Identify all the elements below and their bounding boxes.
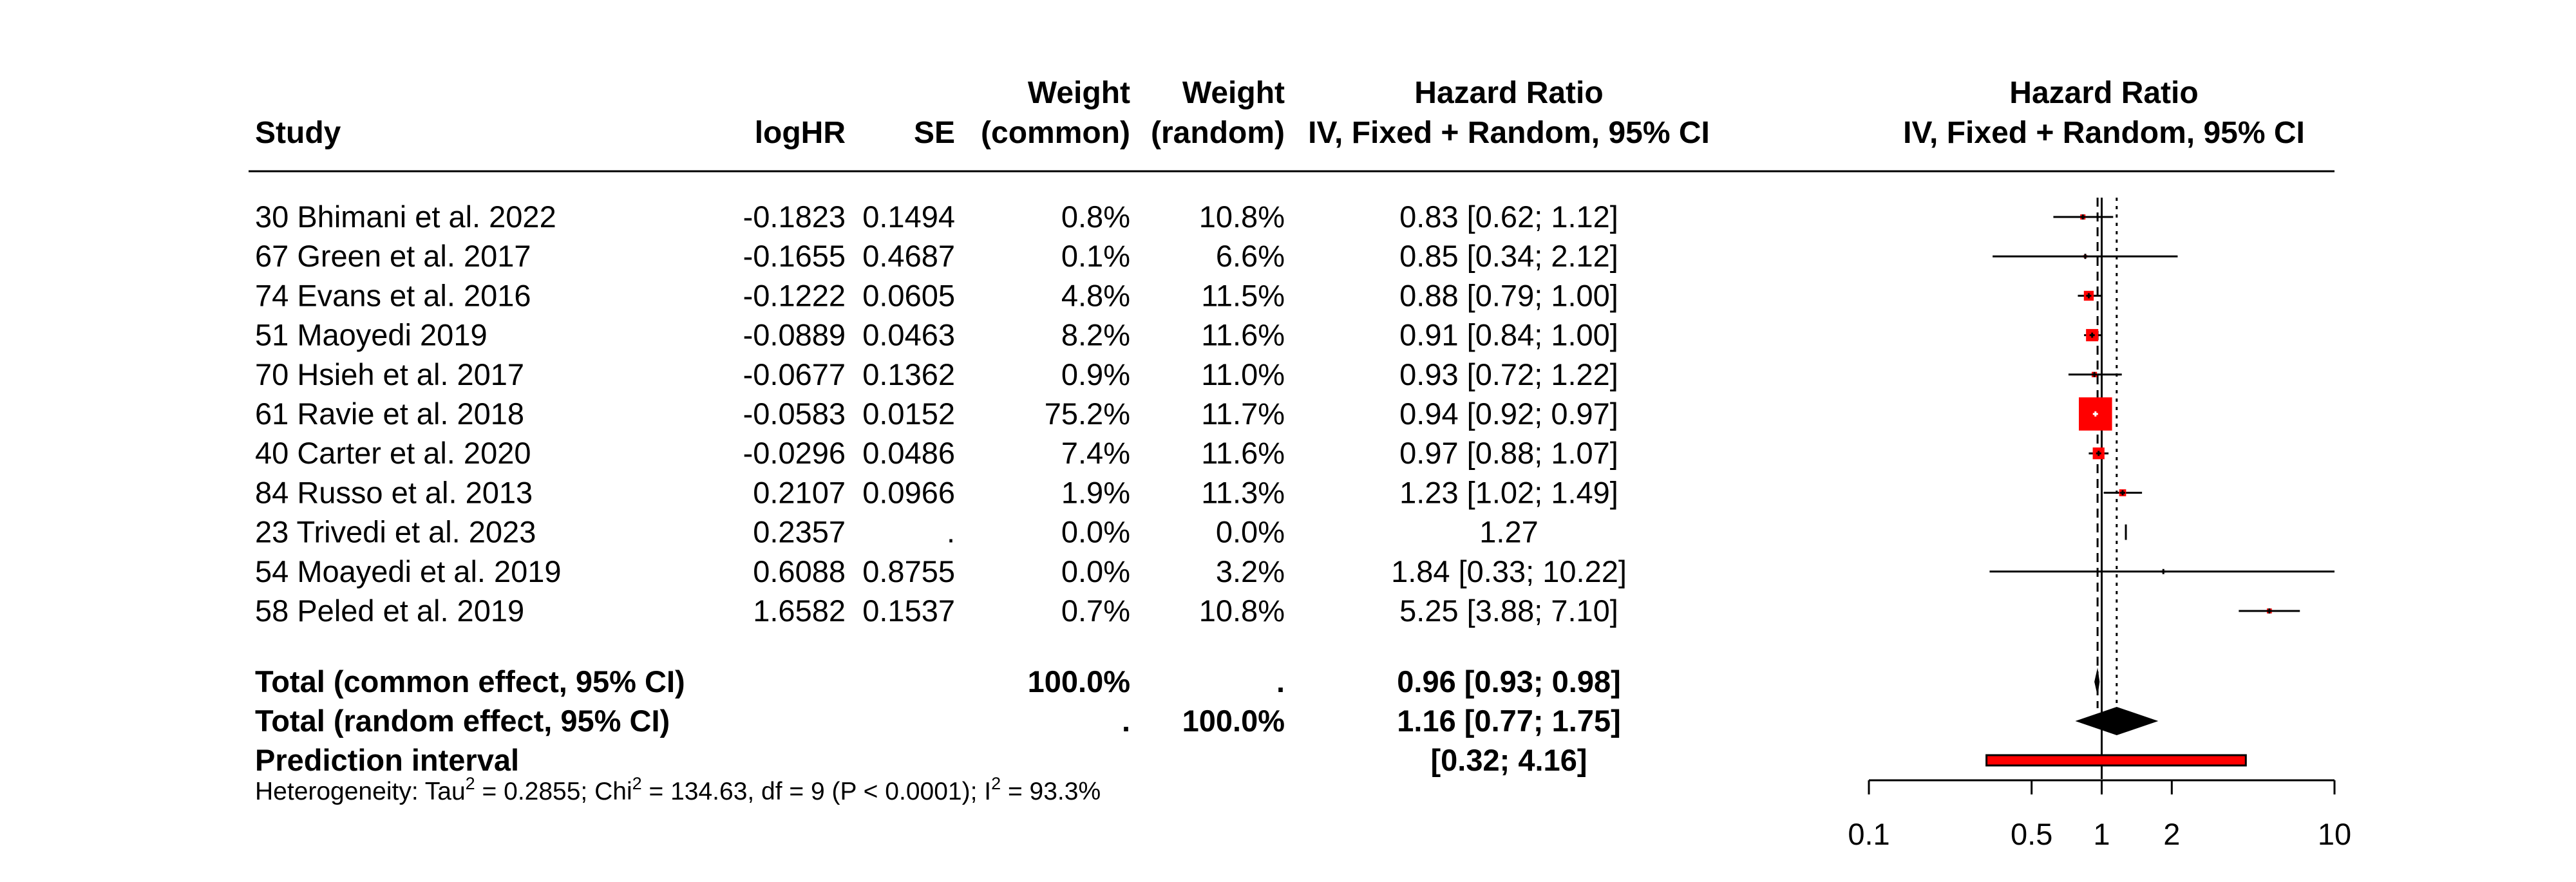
- loghr-value: -0.0889: [743, 317, 846, 352]
- weight-common-value: 0.9%: [1061, 357, 1130, 391]
- study-label: 40 Carter et al. 2020: [255, 436, 531, 471]
- se-value: 0.1362: [862, 357, 955, 391]
- weight-common-value: 0.1%: [1061, 239, 1130, 274]
- hazard-ratio-ci-text: 0.97 [0.88; 1.07]: [1399, 436, 1618, 471]
- het-tau2: = 0.2855; Chi: [475, 778, 632, 805]
- header-weight-random-top: Weight: [1182, 76, 1285, 110]
- total-weight-random: 100.0%: [1182, 704, 1285, 738]
- weight-random-value: 10.8%: [1198, 200, 1285, 234]
- weight-random-value: 10.8%: [1198, 594, 1285, 628]
- weight-common-value: 0.0%: [1061, 554, 1130, 588]
- hazard-ratio-ci-text: 0.94 [0.92; 0.97]: [1399, 397, 1618, 431]
- se-value: 0.1494: [862, 200, 955, 234]
- se-value: 0.0966: [862, 475, 955, 510]
- hazard-ratio-ci-text: 1.84 [0.33; 10.22]: [1391, 554, 1627, 588]
- het-chi-sup: 2: [632, 774, 642, 793]
- se-value: 0.0486: [862, 436, 955, 471]
- header-study: Study: [255, 116, 341, 150]
- header-se: SE: [913, 116, 955, 150]
- header-weight-random-bottom: (random): [1151, 116, 1285, 150]
- summary-diamond: [2094, 668, 2099, 696]
- study-label: 58 Peled et al. 2019: [255, 594, 525, 628]
- se-value: 0.1537: [862, 594, 955, 628]
- hazard-ratio-ci-text: 0.91 [0.84; 1.00]: [1399, 317, 1618, 352]
- se-value: 0.0152: [862, 397, 955, 431]
- study-label: 23 Trivedi et al. 2023: [255, 514, 536, 549]
- se-value: 0.8755: [862, 554, 955, 588]
- study-label: 74 Evans et al. 2016: [255, 278, 531, 313]
- study-label: 54 Moayedi et al. 2019: [255, 554, 562, 588]
- loghr-value: -0.0583: [743, 397, 846, 431]
- study-label: 70 Hsieh et al. 2017: [255, 357, 525, 391]
- weight-random-value: 11.6%: [1201, 317, 1285, 352]
- weight-common-value: 4.8%: [1061, 278, 1130, 313]
- header-effect-bottom: IV, Fixed + Random, 95% CI: [1308, 116, 1710, 150]
- weight-common-value: 8.2%: [1061, 317, 1130, 352]
- weight-random-value: 11.0%: [1201, 357, 1285, 391]
- loghr-value: -0.1655: [743, 239, 846, 274]
- total-ci-text: 0.96 [0.93; 0.98]: [1397, 664, 1621, 699]
- se-value: 0.0605: [862, 278, 955, 313]
- weight-common-value: 7.4%: [1061, 436, 1130, 471]
- study-label: 84 Russo et al. 2013: [255, 475, 533, 510]
- hazard-ratio-ci-text: 0.93 [0.72; 1.22]: [1399, 357, 1618, 391]
- hazard-ratio-ci-text: 0.85 [0.34; 2.12]: [1399, 239, 1618, 274]
- plot-marks: [1987, 198, 2334, 779]
- study-label: 30 Bhimani et al. 2022: [255, 200, 556, 234]
- weight-common-value: 1.9%: [1061, 475, 1130, 510]
- x-axis: [1848, 780, 2351, 851]
- x-axis-tick-label: 1: [2093, 817, 2110, 851]
- study-label: 61 Ravie et al. 2018: [255, 397, 525, 431]
- x-axis-tick-label: 0.1: [1848, 817, 1890, 851]
- loghr-value: 0.2357: [753, 514, 846, 549]
- heterogeneity-text: [255, 774, 1101, 805]
- column-headers: [255, 76, 2305, 150]
- se-value: 0.0463: [862, 317, 955, 352]
- het-i2: = 93.3%: [1001, 778, 1101, 805]
- se-value: .: [946, 514, 955, 549]
- het-prefix: Heterogeneity: Tau: [255, 778, 466, 805]
- x-axis-tick-label: 10: [2317, 817, 2352, 851]
- study-label: 67 Green et al. 2017: [255, 239, 531, 274]
- weight-common-value: 75.2%: [1044, 397, 1130, 431]
- hazard-ratio-ci-text: 0.88 [0.79; 1.00]: [1399, 278, 1618, 313]
- prediction-interval-text: [0.32; 4.16]: [1430, 743, 1587, 777]
- weight-random-value: 11.6%: [1201, 436, 1285, 471]
- header-weight-common-bottom: (common): [981, 116, 1130, 150]
- header-plot-subtitle: IV, Fixed + Random, 95% CI: [1903, 116, 2305, 150]
- hazard-ratio-ci-text: 1.27: [1479, 514, 1539, 549]
- loghr-value: -0.0677: [743, 357, 846, 391]
- weight-random-value: 11.5%: [1201, 278, 1285, 313]
- loghr-value: -0.1823: [743, 200, 846, 234]
- hazard-ratio-ci-text: 1.23 [1.02; 1.49]: [1399, 475, 1618, 510]
- study-label: 51 Maoyedi 2019: [255, 317, 488, 352]
- total-weight-random: .: [1276, 664, 1285, 699]
- study-rows: [255, 200, 1627, 777]
- hazard-ratio-ci-text: 0.83 [0.62; 1.12]: [1399, 200, 1618, 234]
- loghr-value: 0.2107: [753, 475, 846, 510]
- loghr-value: -0.0296: [743, 436, 846, 471]
- header-loghr: logHR: [754, 116, 846, 150]
- weight-random-value: 11.3%: [1201, 475, 1285, 510]
- weight-common-value: 0.8%: [1061, 200, 1130, 234]
- loghr-value: 1.6582: [753, 594, 846, 628]
- total-ci-text: 1.16 [0.77; 1.75]: [1397, 704, 1621, 738]
- x-axis-tick-label: 0.5: [2011, 817, 2053, 851]
- hazard-ratio-ci-text: 5.25 [3.88; 7.10]: [1399, 594, 1618, 628]
- weight-random-value: 0.0%: [1215, 514, 1285, 549]
- loghr-value: 0.6088: [753, 554, 846, 588]
- x-axis-tick-label: 2: [2163, 817, 2181, 851]
- weight-random-value: 3.2%: [1215, 554, 1285, 588]
- total-label: Total (common effect, 95% CI): [255, 664, 685, 699]
- total-weight-common: 100.0%: [1027, 664, 1130, 699]
- loghr-value: -0.1222: [743, 278, 846, 313]
- prediction-interval-label: Prediction interval: [255, 743, 520, 777]
- weight-random-value: 6.6%: [1215, 239, 1285, 274]
- het-chi2: = 134.63, df = 9 (P < 0.0001); I: [641, 778, 992, 805]
- total-label: Total (random effect, 95% CI): [255, 704, 670, 738]
- header-weight-common-top: Weight: [1027, 76, 1130, 110]
- header-effect-top: Hazard Ratio: [1414, 76, 1604, 110]
- summary-diamond: [2075, 707, 2158, 735]
- header-plot-title: Hazard Ratio: [2009, 76, 2199, 110]
- het-tau-sup: 2: [465, 774, 475, 793]
- prediction-interval-bar: [1987, 755, 2246, 765]
- total-weight-common: .: [1121, 704, 1130, 738]
- weight-common-value: 0.0%: [1061, 514, 1130, 549]
- het-i-sup: 2: [991, 774, 1001, 793]
- se-value: 0.4687: [862, 239, 955, 274]
- weight-common-value: 0.7%: [1061, 594, 1130, 628]
- weight-random-value: 11.7%: [1201, 397, 1285, 431]
